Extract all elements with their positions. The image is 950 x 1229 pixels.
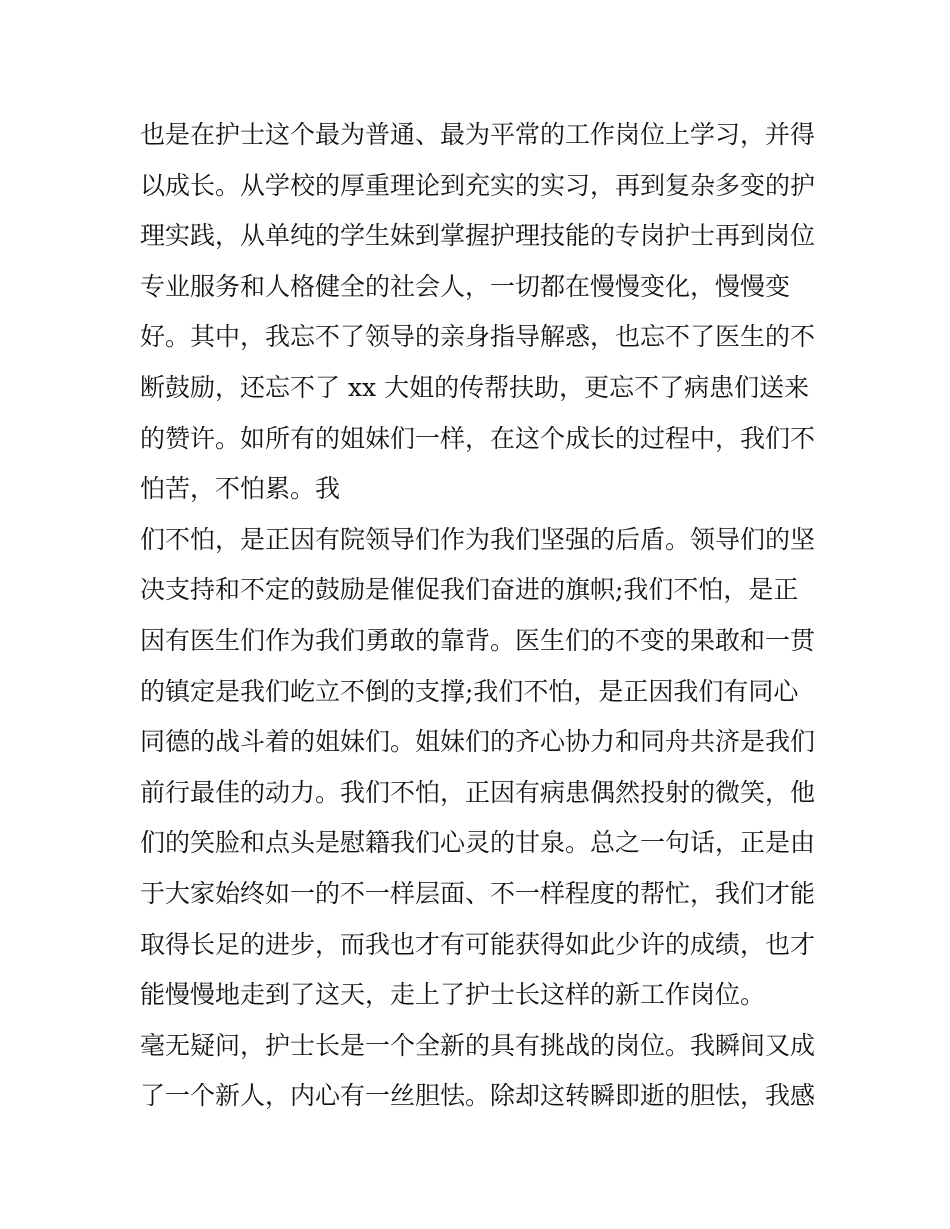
text-line: 理实践，从单纯的学生妹到掌握护理技能的专岗护士再到岗位 bbox=[140, 221, 816, 251]
text-line: 了一个新人，内心有一丝胆怯。除却这转瞬即逝的胆怯，我感 bbox=[140, 1081, 816, 1111]
text-line: 毫无疑问，护士长是一个全新的具有挑战的岗位。我瞬间又成 bbox=[140, 1030, 816, 1060]
text-line: 因有医生们作为我们勇敢的靠背。医生们的不变的果敢和一贯 bbox=[140, 625, 816, 655]
text-line: 们的笑脸和点头是慰籍我们心灵的甘泉。总之一句话，正是由 bbox=[140, 828, 816, 858]
text-line: 以成长。从学校的厚重理论到充实的实习，再到复杂多变的护 bbox=[140, 170, 816, 200]
text-line: 好。其中，我忘不了领导的亲身指导解惑，也忘不了医生的不 bbox=[140, 322, 816, 352]
text-line: 们不怕，是正因有院领导们作为我们坚强的后盾。领导们的坚 bbox=[140, 524, 816, 554]
text-line: 于大家始终如一的不一样层面、不一样程度的帮忙，我们才能 bbox=[140, 878, 816, 908]
text-line: 断鼓励，还忘不了 xx 大姐的传帮扶助，更忘不了病患们送来 bbox=[140, 372, 810, 402]
text-line: 前行最佳的动力。我们不怕，正因有病患偶然投射的微笑，他 bbox=[140, 777, 816, 807]
text-line: 的镇定是我们屹立不倒的支撑;我们不怕，是正因我们有同心 bbox=[140, 676, 799, 706]
text-line: 也是在护士这个最为普通、最为平常的工作岗位上学习，并得 bbox=[140, 120, 816, 149]
text-line: 取得长足的进步，而我也才有可能获得如此少许的成绩，也才 bbox=[140, 929, 816, 959]
text-line: 怕苦，不怕累。我 bbox=[140, 474, 341, 504]
body-text bbox=[140, 110, 820, 1122]
text-line: 的赞许。如所有的姐妹们一样，在这个成长的过程中，我们不 bbox=[140, 423, 816, 453]
text-line: 专业服务和人格健全的社会人，一切都在慢慢变化，慢慢变 bbox=[140, 271, 791, 301]
text-line: 决支持和不定的鼓励是催促我们奋进的旗帜;我们不怕，是正 bbox=[140, 575, 799, 605]
text-line: 能慢慢地走到了这天，走上了护士长这样的新工作岗位。 bbox=[140, 980, 766, 1010]
text-line: 同德的战斗着的姐妹们。姐妹们的齐心协力和同舟共济是我们 bbox=[140, 727, 816, 757]
